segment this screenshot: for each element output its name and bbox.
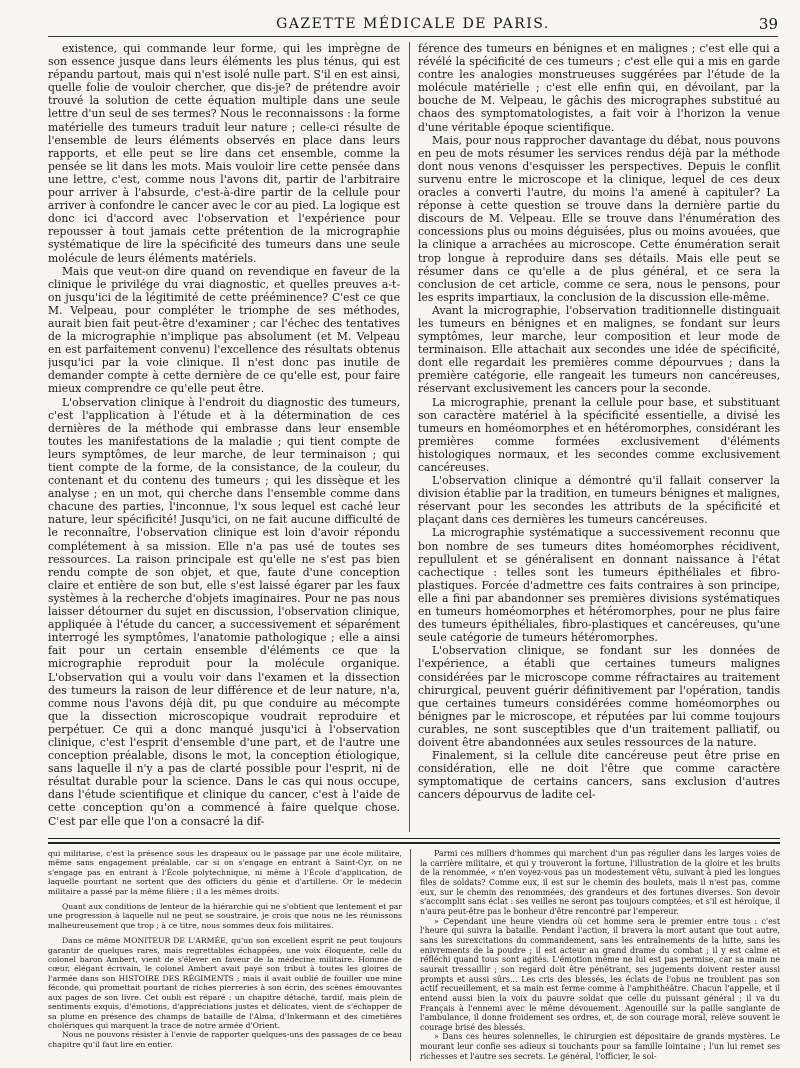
section-rule-thin xyxy=(48,838,780,839)
journal-title: GAZETTE MÉDICALE DE PARIS. xyxy=(276,16,550,32)
paragraph: L'observation clinique à l'endroit du diagnostic des tumeurs, c'est l'application à l'étude et à la détermination de ces dernières de la méthode qui embrasse dans leur ensemble toutes les manifestations de la maladie ; qui tient compte de leurs symptômes, de leur marche, de leur terminaison ; qui tient compte de la forme, de la consistance, de la couleur, du contenant et du contenu des tumeurs ; qui les dissèque et les analyse ; en un mot, qui cherche dans l'ensemble comme dans chacune des parties, l'inconnue, l'x sous lequel est caché leur nature, leur spécificité! Jusqu'ici, on ne fait aucune difficulté de le reconnaître, l'observation clinique est loin d'avoir répondu complétement à sa mission. Elle n'a pas usé de toutes ses ressources. La raison principale est qu'elle ne s'est pas bien rendu compte de son objet, et que, faute d'une conception claire et entière de son but, elle s'est laissé égarer par les faux systèmes à la recherche d'objets imaginaires. Pour ne pas nous laisser détourner du sujet en discussion, l'observation clinique, appliquée à l'étude du cancer, a successivement et séparément interrogé les symptômes, l'anatomie pathologique ; elle a ainsi fait pour un certain ensemble d'éléments ce que la micrographie reproduit pour la molécule organique. L'observation qui a voulu voir dans l'examen et la dissection des tumeurs la raison de leur différence et de leur nature, n'a, comme nous l'avons déjà dit, pu que conduire au mécompte que la dissection microscopique voudrait reproduire et perpétuer. Ce qui a donc manqué jusqu'ici à l'observation clinique, c'est l'esprit d'ensemble d'une part, et de l'autre une conception préalable, disons le mot, la conception étiologique, sans laquelle il n'y a pas de clarté possible pour l'esprit, ni de résultat durable pour la science. Dans le cas qui nous occupe, dans l'étude scientifique et clinique du cancer, c'est à l'aide de cette conception qu'on a commencé à faire quelque chose. C'est par elle que l'on a consacré la dif- xyxy=(48,395,400,828)
paragraph: Avant la micrographie, l'observation traditionnelle distinguait les tumeurs en bénignes et en malignes, se fondant sur leurs symptômes, leur marche, leur composition et leur mode de terminaison. Elle attachait aux secondes une idée de spécificité, dont elle regardait les premières comme dépourvues ; dans la première catégorie, elle rangeait les tumeurs non cancéreuses, réservant exclusivement les cancers pour la seconde. xyxy=(418,303,780,396)
paragraph: L'observation clinique, se fondant sur les données de l'expérience, a établi que certaines tumeurs malignes considérées par le microscope comme réfractaires au traitement chirurgical, peuvent guérir définitivement par l'opération, tandis que certaines tumeurs considérées comme homéomorphes ou bénignes par le microscope, et réputées par lui comme toujours curables, ne sont susceptibles que d'un traitement palliatif, ou doivent être abandonnées aux seules ressources de la nature. xyxy=(418,644,780,749)
paragraph: Dans ce même MONITEUR DE L'ARMÉE, qu'un son excellent esprit ne peut toujours garantir de quelques rares, mais regrettables échappées, une voix éloquente, celle du colonel baron Ambert, vient de s'élever en faveur de la médecine militaire. Homme de cœur, élégant écrivain, le colonel Ambert avait payé son tribut à toutes les gloires de l'armée dans son HISTOIRE DES RÉGIMENTS ; mais il avait oublié de fouiller une mine féconde, qui promettait pourtant de riches pierreries à son écrin, des scènes émouvantes aux pages de son livre. Cet oubli est réparé : un chapitre détaché, tardif, mais plein de sentiments exquis, d'émotions, d'appréciations justes et délicates, vient de s'échapper de sa plume en présence des champs de bataille de l'Alma, d'Inkermann et des cimetières cholériques qui marquent la trace de notre armée d'Orient. xyxy=(48,936,402,1030)
paragraph: La micrographie, prenant la cellule pour base, et substituant son caractère matériel à la spécificité essentielle, a divisé les tumeurs en homéomorphes et en hétéromorphes, considérant les premières comme formées exclusivement d'éléments histologiques normaux, et les secondes comme exclusivement cancéreuses. xyxy=(418,395,780,474)
paragraph: férence des tumeurs en bénignes et en malignes ; c'est elle qui a révélé la spécificité de ces tumeurs ; c'est elle qui a mis en garde contre les analogies monstrueuses suggérées par l'étude de la molécule matérielle ; c'est elle enfin qui, en dévoilant, par la bouche de M. Velpeau, le gâchis des micrographes substitué au chaos des symptomatologistes, a fait voir à l'horizon la venue d'une véritable époque scientifique. xyxy=(418,42,780,134)
column-divider xyxy=(410,849,411,1061)
paragraph: » Dans ces heures solennelles, le chirurgien est dépositaire de grands mystères. Le mourant leur confie ses adieux si touchants pour sa famille lointaine ; l'un lui remet ses richesses et l'autre ses secrets. Le général, l'officier, le sol- xyxy=(420,1032,780,1061)
page-header xyxy=(48,14,778,37)
feuilleton-right-column xyxy=(420,849,780,1061)
paragraph: qui militarise, c'est la présence sous les drapeaux ou le passage par une école militaire, même sans engagement préalable, car si on s'engage en entrant à Saint-Cyr, on ne s'engage pas en entrant à l'École polytechnique, ni même à l'École d'application, de laquelle pourtant ne sortent que des officiers du génie et d'artillerie. Or le médecin militaire a passé par la même filière ; il a les mêmes droits. xyxy=(48,849,402,896)
paragraph: Mais, pour nous rapprocher davantage du débat, nous pouvons en peu de mots résumer les services rendus déjà par la méthode dont nous venons d'esquisser les perspectives. Depuis le conflit survenu entre le microscope et la clinique, lequel de ces deux oracles a converti l'autre, du moins l'a amené à capituler? La réponse à cette question se trouve dans la dernière partie du discours de M. Velpeau. Elle se trouve dans l'énumération des concessions plus ou moins déguisées, plus ou moins avouées, que la clinique a arrachées au microscope. Cette énumération serait trop longue à reproduire dans ses détails. Mais elle peut se résumer dans ce qu'elle a de plus général, et ce sera la conclusion de cet article, comme ce sera, nous le pensons, pour les esprits impartiaux, la conclusion de la discussion elle-même. xyxy=(418,133,780,304)
paragraph: Quant aux conditions de lenteur de la hiérarchie qui ne s'obtient que lentement et par une progression à laquelle nul ne peut se soustraire, je crois que nous ne les réunissons malheureusement que trop ; à ce titre, nous sommes deux fois militaires. xyxy=(48,902,402,930)
paragraph: existence, qui commande leur forme, qui les imprègne de son essence jusque dans leurs éléments les plus ténus, qui est répandu partout, mais qui n'est isolé nulle part. S'il en est ainsi, quelle folie de vouloir chercher, que dis-je? de prétendre avoir trouvé la solution de cette équation multiple dans une seule lettre d'un seul de ses termes? Nous le reconnaissons : la forme matérielle des tumeurs traduit leur nature ; celle-ci résulte de l'ensemble de leurs éléments observés en place dans leurs rapports, et elle peut se lire dans cet ensemble, comme la pensée se lit dans les mots. Mais vouloir lire cette pensée dans une lettre, c'est, comme nous l'avons dit, partir de l'arbitraire pour arriver à l'absurde, c'est-à-dire partir de la cellule pour arriver à confondre le cancer avec le cor au pied. La logique est donc ici d'accord avec l'observation et l'expérience pour repousser à tout jamais cette prétention de la micrographie systématique de lire la spécificité des tumeurs dans une seule molécule de leurs éléments matériels. xyxy=(48,42,400,265)
page-number: 39 xyxy=(758,15,778,33)
paragraph: L'observation clinique a démontré qu'il fallait conserver la division établie par la tradition, en tumeurs bénignes et malignes, réservant pour les secondes les attributs de la spécificité et plaçant dans ces dernières les tumeurs cancéreuses. xyxy=(418,474,780,527)
column-divider xyxy=(409,42,410,832)
upper-right-column xyxy=(418,42,780,832)
feuilleton-left-column xyxy=(48,849,402,1061)
paragraph: » Cependant une heure viendra où cet homme sera le premier entre tous : c'est l'heure qui suivra la bataille. Pendant l'action, il bravera la mort autant que tout autre, sans les surexcitations du commandement, sans les entraînements de la lutte, sans les enivrements de la poudre ; il est acteur au grand drame du combat ; il y est calme et réfléchi quand tous sont agités. L'émotion même ne lui est pas permise, car sa main ne saurait tressaillir ; son regard doit être pénétrant, ses jugements doivent rester aussi prompts et aussi sûrs... Les cris des blessés, les éclats de l'obus ne troublent pas son actif recueillement, et sa main est ferme comme à l'amphithéâtre. Chacun l'appelle, et il entend aussi bien la voix du pauvre soldat que celle du puissant général ; il va du Français à l'ennemi avec le même dévouement. Agenouillé sur la paille sanglante de l'ambulance, il donne froidement ses ordres, et, de son courage moral, relève souvent le courage brisé des blessés. xyxy=(420,916,780,1032)
upper-left-column xyxy=(48,42,400,832)
paragraph: Nous ne pouvons résister à l'envie de rapporter quelques-uns des passages de ce beau chapitre qu'il faut lire en entier. xyxy=(48,1030,402,1049)
paragraph: Mais que veut-on dire quand on revendique en faveur de la clinique le privilége du vrai diagnostic, et quelles preuves a-t-on jusqu'ici de la légitimité de cette prééminence? C'est ce que M. Velpeau, pour compléter le triomphe de ses méthodes, aurait bien fait peut-être d'examiner ; car l'échec des tentatives de la micrographie n'implique pas absolument (et M. Velpeau en est parfaitement convenu) l'excellence des résultats obtenus jusqu'ici par la voie clinique. Il n'est donc pas inutile de demander compte à cette dernière de ce qu'elle est, pour faire mieux comprendre ce qu'elle peut être. xyxy=(48,264,400,396)
section-rule-thick xyxy=(48,842,780,844)
paragraph: Finalement, si la cellule dite cancéreuse peut être prise en considération, elle ne doit l'être que comme caractère symptomatique de certains cancers, sans exclusion d'autres cancers dépourvus de ladite cel- xyxy=(418,749,780,802)
paragraph: Parmi ces milliers d'hommes qui marchent d'un pas régulier dans les larges voies de la carrière militaire, et qui y trouveront la fortune, l'illustration de la gloire et les bruits de la renommée, « n'en voyez-vous pas un modestement vêtu, suivant à pied les longues files de soldats? Comme eux, il est sur le chemin des boulets, mais il n'est pas, comme eux, sur le chemin des renommées, des grandeurs et des fortunes diverses. Son devoir s'accomplit sans éclat : ses veilles ne seront pas toujours comptées, et s'il est héroïque, il n'aura peut-être pas le bonheur d'être rencontré par l'empereur. xyxy=(420,849,780,916)
paragraph: La micrographie systématique a successivement reconnu que bon nombre de ses tumeurs dites homéomorphes récidivent, repullulent et se généralisent en donnant naissance à l'état cachectique : telles sont les tumeurs épithéliales et fibro-plastiques. Forcée d'admettre ces faits contraires à son principe, elle a fini par abandonner ses premières divisions systématiques en tumeurs homéomorphes et hétéromorphes, pour ne plus faire des tumeurs épithéliales, fibro-plastiques et cancéreuses, qu'une seule catégorie de tumeurs hétéromorphes. xyxy=(418,526,780,645)
